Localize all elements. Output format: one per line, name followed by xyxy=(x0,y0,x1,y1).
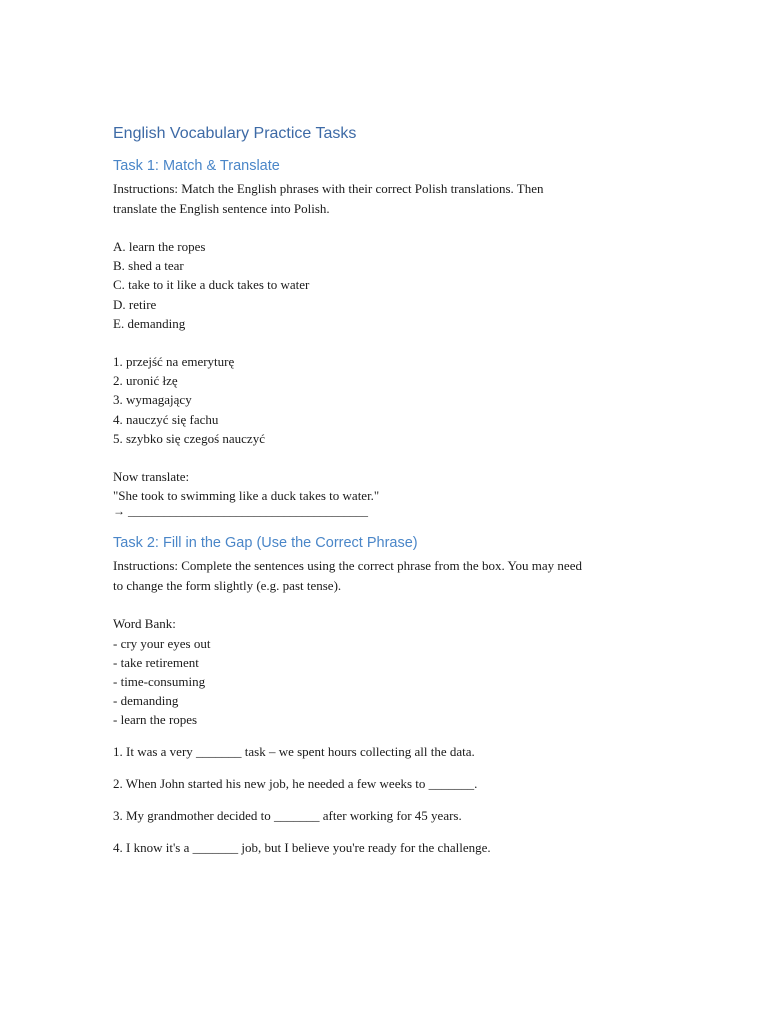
document-body xyxy=(113,122,658,870)
translate-sentence: "She took to swimming like a duck takes to water." xyxy=(113,488,380,504)
answer-line: → ________________________________________ xyxy=(113,504,368,519)
task2-heading: Task 2: Fill in the Gap (Use the Correct Phrase) xyxy=(113,535,418,552)
polish-translation-item: 2. uronić łzę xyxy=(113,373,178,389)
gap-sentence: 3. My grandmother decided to _______ after working for 45 years. xyxy=(113,807,462,823)
word-bank-label: Word Bank: xyxy=(113,616,176,632)
gap-sentence: 1. It was a very _______ task – we spent hours collecting all the data. xyxy=(113,743,475,759)
english-phrase-item: D. retire xyxy=(113,296,157,312)
translate-block xyxy=(113,467,658,518)
translate-label: Now translate: xyxy=(113,469,190,485)
word-bank-item: - demanding xyxy=(113,693,179,709)
gap-sentence: 4. I know it's a _______ job, but I believe you're ready for the challenge. xyxy=(113,839,491,855)
word-bank-item: - take retirement xyxy=(113,654,199,670)
task1-instructions-line: translate the English sentence into Polish. xyxy=(113,200,330,216)
gap-sentences xyxy=(113,742,658,858)
english-phrase-item: A. learn the ropes xyxy=(113,239,206,254)
task1-instructions-line: Instructions: Match the English phrases with their correct Polish translations. Then xyxy=(113,181,544,196)
word-bank-item: - learn the ropes xyxy=(113,712,198,728)
polish-translation-item: 4. nauczyć się fachu xyxy=(113,411,219,427)
word-bank-item: - cry your eyes out xyxy=(113,635,211,651)
word-bank-item: - time-consuming xyxy=(113,674,206,690)
task2-instructions-line: to change the form slightly (e.g. past tense). xyxy=(113,577,342,593)
polish-translation-item: 1. przejść na emeryturę xyxy=(113,354,235,370)
task1-heading: Task 1: Match & Translate xyxy=(113,158,280,174)
english-phrase-item: E. demanding xyxy=(113,315,186,331)
english-phrase-item: C. take to it like a duck takes to water xyxy=(113,277,310,293)
gap-sentence: 2. When John started his new job, he needed a few weeks to _______. xyxy=(113,775,478,791)
document-title: English Vocabulary Practice Tasks xyxy=(113,125,357,142)
english-phrase-item: B. shed a tear xyxy=(113,258,184,274)
english-phrase-list xyxy=(113,237,658,333)
word-bank xyxy=(113,614,658,729)
task1-instructions xyxy=(113,179,658,218)
task2-instructions xyxy=(113,556,658,595)
polish-translation-list xyxy=(113,352,658,448)
polish-translation-item: 3. wymagający xyxy=(113,392,192,408)
task2-instructions-line: Instructions: Complete the sentences using the correct phrase from the box. You may need xyxy=(113,558,582,574)
polish-translation-item: 5. szybko się czegoś nauczyć xyxy=(113,430,265,446)
